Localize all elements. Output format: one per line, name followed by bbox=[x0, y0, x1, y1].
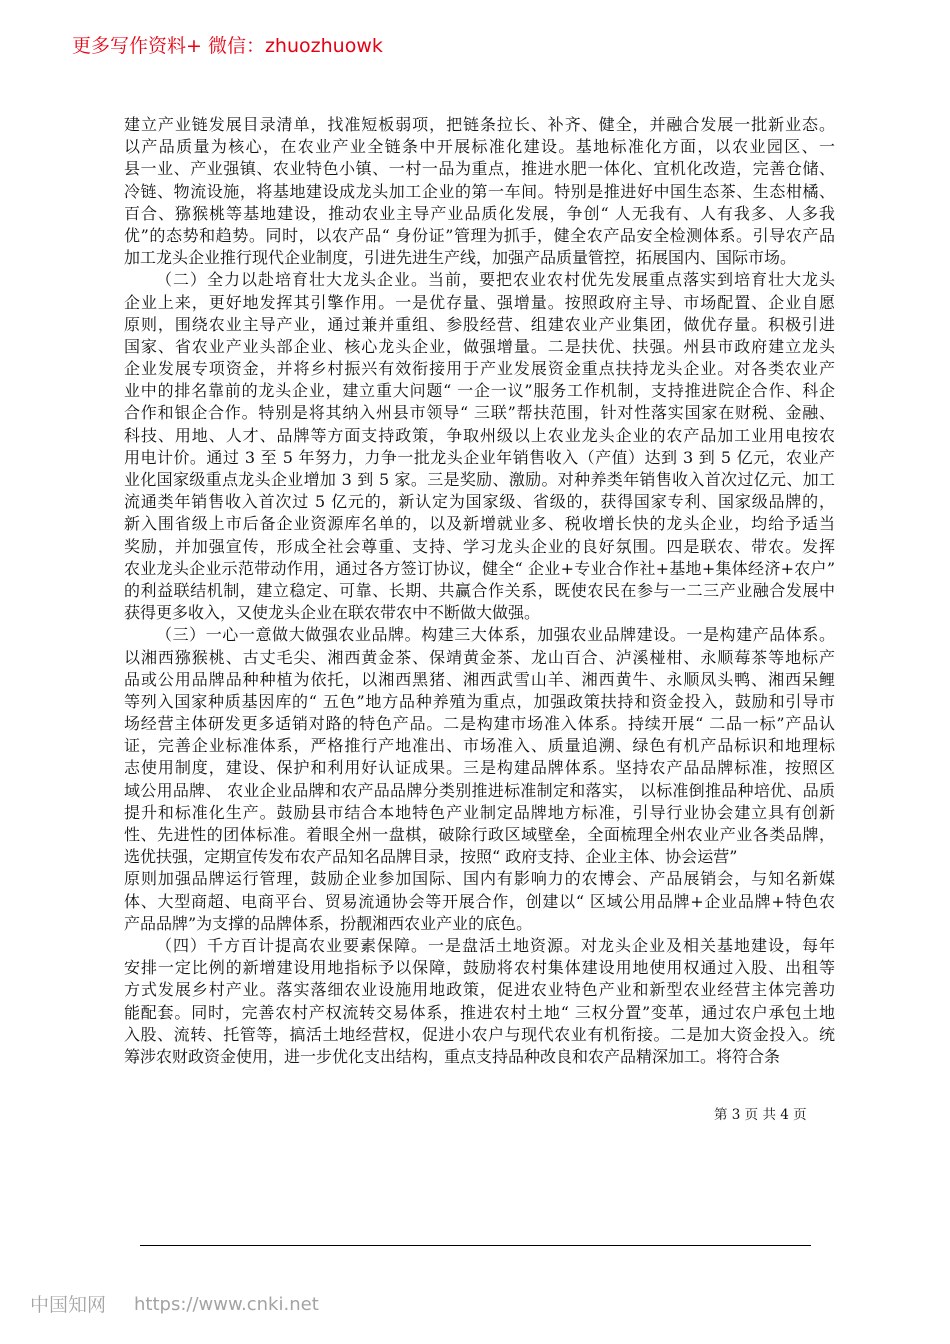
text-line: 加工龙头企业推行现代企业制度，引进先进生产线，加强产品质量管控，拓展国内、国际市场。 bbox=[124, 248, 797, 268]
text-line: 的利益联结机制，建立稳定、可靠、长期、共赢合作关系，既使农民在参与一二三产业融合发展中 bbox=[124, 580, 835, 600]
watermark-brand: 中国知网 bbox=[30, 1294, 107, 1316]
text-line: （三）一心一意做大做强农业品牌。构建三大体系，加强农业品牌建设。一是构建产品体系。 bbox=[156, 625, 835, 645]
page-number: 第 3 页 共 4 页 bbox=[714, 1107, 807, 1123]
text-line: 建立产业链发展目录清单，找准短板弱项，把链条拉长、补齐、健全，并融合发展一批新业态。 bbox=[124, 115, 835, 134]
text-line: 筹涉农财政资金使用，进一步优化支出结构，重点支持品种改良和农产品精深加工。将符合条 bbox=[124, 1046, 781, 1066]
promo-header-text: 更多写作资料+ 微信：zhuozhuowk bbox=[72, 35, 383, 57]
text-line: 等列入国家种质基因库的“ 五色”地方品种养殖为重点，加强政策扶持和资金投入，鼓励和引导市 bbox=[124, 691, 835, 711]
text-line: 证，完善企业标准体系，严格推行产地准出、市场准入、质量追溯、绿色有机产品标识和地理标 bbox=[124, 736, 835, 756]
text-line: 获得更多收入，又使龙头企业在联农带农中不断做大做强。 bbox=[124, 603, 541, 623]
text-line: 志使用制度，建设、保护和利用好认证成果。三是构建品牌体系。坚持农产品品牌标准，按照区 bbox=[124, 758, 835, 778]
text-line: 性、先进性的团体标准。着眼全州一盘棋，破除行政区域壁垒，全面梳理全州农业产业各类品牌， bbox=[124, 825, 835, 844]
text-line: 方式发展乡村产业。落实落细农业设施用地政策，促进农业特色产业和新型农业经营主体完善功 bbox=[124, 980, 835, 1000]
text-line: 提升和标准化生产。鼓励县市结合本地特色产业制定品牌地方标准，引导行业协会建立具有创新 bbox=[124, 802, 835, 822]
footer-divider bbox=[140, 1245, 811, 1246]
text-line: 奖励，并加强宣传，形成全社会尊重、支持、学习龙头企业的良好氛围。四是联农、带农。发挥 bbox=[124, 536, 835, 556]
text-line: 科技、用地、人才、品牌等方面支持政策，争取州级以上农业龙头企业的农产品加工业用电按农 bbox=[124, 425, 835, 445]
text-line: 用电计价。通过 3 至 5 年努力，力争一批龙头企业年销售收入（产值）达到 3 到 5 亿元，农业产 bbox=[124, 447, 835, 467]
text-line: 新入围省级上市后备企业资源库名单的，以及新增就业多、税收增长快的龙头企业，均给予适当 bbox=[124, 514, 835, 534]
paragraph bbox=[124, 114, 835, 269]
text-line: 原则加强品牌运行管理，鼓励企业参加国际、国内有影响力的农博会、产品展销会，与知名新媒 bbox=[124, 869, 835, 889]
text-line: 场经营主体研发更多适销对路的特色产品。二是构建市场准入体系。持续开展“ 二品一标”产品认 bbox=[124, 714, 835, 734]
paragraph bbox=[124, 269, 835, 624]
document-body bbox=[124, 114, 835, 1068]
text-line: 产品品牌”为支撑的品牌体系，扮靓湘西农业产业的底色。 bbox=[124, 913, 533, 933]
text-line: 能配套。同时，完善农村产权流转交易体系，推进农村土地“ 三权分置”变革，通过农户承包土地 bbox=[124, 1002, 835, 1022]
text-line: 国家、省农业产业头部企业、核心龙头企业，做强增量。二是扶优、扶强。州县市政府建立龙头 bbox=[124, 336, 835, 356]
text-line: 农业龙头企业示范带动作用，通过各方签订协议，健全“ 企业+专业合作社+基地+集体经济+农户” bbox=[124, 558, 835, 578]
paragraph bbox=[124, 935, 835, 1068]
text-line: 选优扶强，定期宣传发布农产品知名品牌目录，按照“ 政府支持、企业主体、协会运营” bbox=[124, 847, 738, 867]
text-line: 业中的排名靠前的龙头企业，建立重大问题“ 一企一议”服务工作机制，支持推进院企合作、科企 bbox=[124, 381, 835, 401]
paragraph bbox=[124, 624, 835, 935]
text-line: 合作和银企合作。特别是将其纳入州县市领导“ 三联”帮扶范围，针对性落实国家在财税、金融、 bbox=[124, 403, 835, 423]
text-line: 域公用品牌、 农业企业品牌和农产品品牌分类别推进标准制定和落实， 以标准倒推品种培优、品质 bbox=[124, 780, 835, 800]
text-line: 安排一定比例的新增建设用地指标予以保障，鼓励将农村集体建设用地使用权通过入股、出租等 bbox=[124, 958, 835, 978]
text-line: 百合、猕猴桃等基地建设，推动农业主导产业品质化发展，争创“ 人无我有、人有我多、人多我 bbox=[124, 203, 835, 223]
text-line: 县一业、产业强镇、农业特色小镇、一村一品为重点，推进水肥一体化、宜机化改造，完善仓储、 bbox=[124, 159, 835, 179]
text-line: 品或公用品牌品种种植为依托，以湘西黑猪、湘西武雪山羊、湘西黄牛、永顺凤头鸭、湘西呆鲤 bbox=[124, 669, 835, 689]
text-line: 以湘西猕猴桃、古丈毛尖、湘西黄金茶、保靖黄金茶、龙山百合、泸溪椪柑、永顺莓茶等地标产 bbox=[124, 647, 835, 667]
text-line: 流通类年销售收入首次过 5 亿元的，新认定为国家级、省级的，获得国家专利、国家级品牌的， bbox=[124, 492, 835, 512]
text-line: 体、大型商超、电商平台、贸易流通协会等开展合作，创建以“ 区域公用品牌+企业品牌+特色农 bbox=[124, 891, 835, 911]
text-line: 原则，围绕农业主导产业，通过兼并重组、参股经营、组建农业产业集团，做优存量。积极引进 bbox=[124, 314, 835, 334]
text-line: 企业发展专项资金，并将乡村振兴有效衔接用于产业发展资金重点扶持龙头企业。对各类农业产 bbox=[124, 359, 835, 379]
text-line: 入股、流转、托管等，搞活土地经营权，促进小农户与现代农业有机衔接。二是加大资金投入。统 bbox=[124, 1024, 835, 1044]
watermark-url: https://www.cnki.net bbox=[134, 1294, 319, 1315]
text-line: 冷链、物流设施，将基地建设成龙头加工企业的第一车间。特别是推进好中国生态茶、生态柑橘、 bbox=[124, 181, 835, 201]
text-line: 以产品质量为核心，在农业产业全链条中开展标准化建设。基地标准化方面，以农业园区、一 bbox=[124, 137, 835, 157]
text-line: 优”的态势和趋势。同时，以农产品“ 身份证”管理为抓手，健全农产品安全检测体系。引导农产品 bbox=[124, 225, 835, 245]
text-line: 企业上来，更好地发挥其引擎作用。一是优存量、强增量。按照政府主导、市场配置、企业自愿 bbox=[124, 292, 835, 312]
text-line: （四）千方百计提高农业要素保障。一是盘活土地资源。对龙头企业及相关基地建设，每年 bbox=[156, 935, 835, 955]
text-line: 业化国家级重点龙头企业增加 3 到 5 家。三是奖励、激励。对种养类年销售收入首次过亿元、加工 bbox=[124, 470, 835, 489]
text-line: （二）全力以赴培育壮大龙头企业。当前，要把农业农村优先发展重点落实到培育壮大龙头 bbox=[156, 270, 835, 290]
